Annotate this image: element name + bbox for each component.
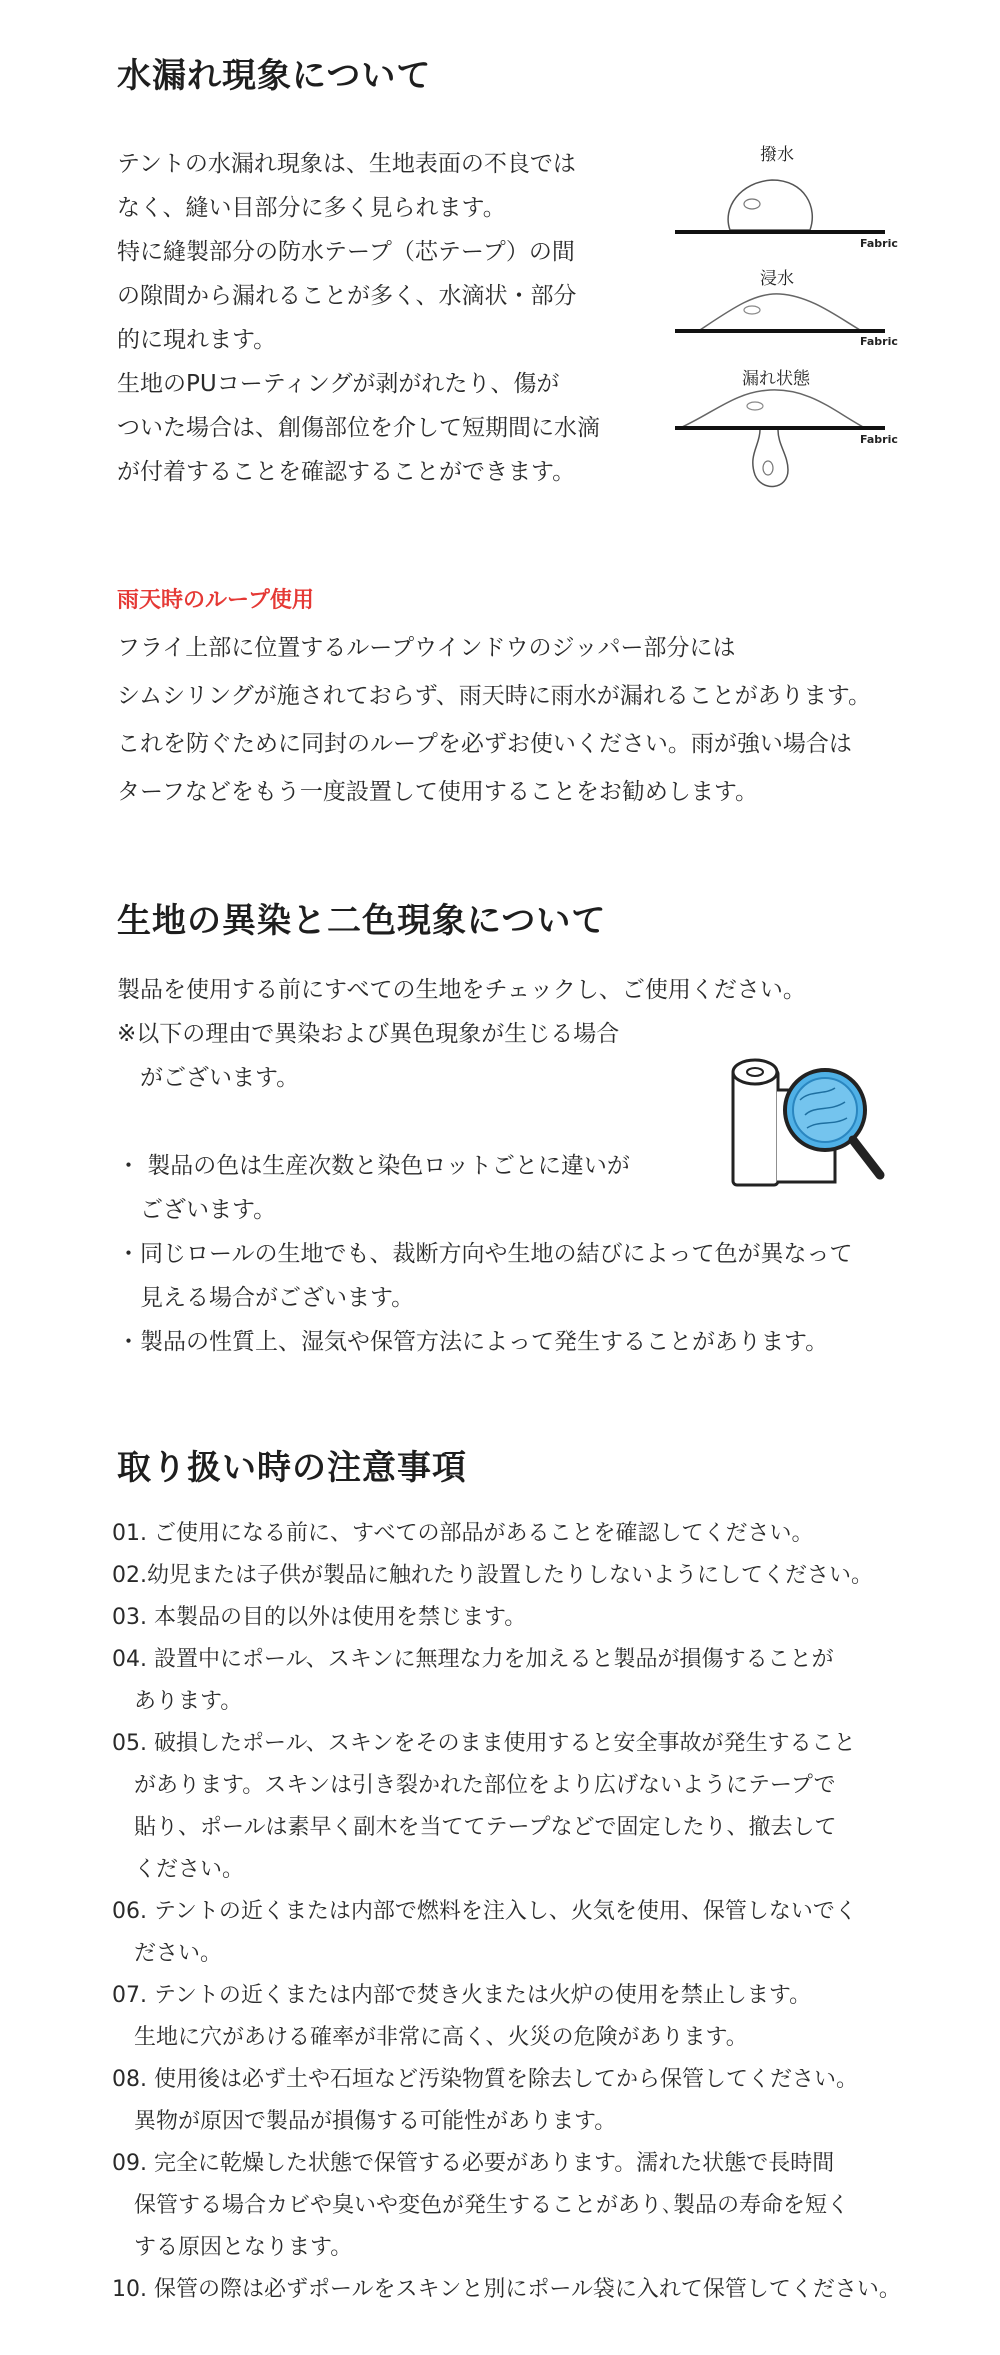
water-drop-diagram xyxy=(660,160,890,500)
text-line: ・製品の性質上、湿気や保管方法によって発生することがあります。 xyxy=(117,1329,829,1355)
list-item: 03. 本製品の目的以外は使用を禁じます。 xyxy=(112,1605,527,1630)
fabric-label: Fabric xyxy=(860,237,898,250)
text-line: ※以下の理由で異染および異色現象が生じる場合 xyxy=(117,1021,620,1047)
label-leak-state: 漏れ状態 xyxy=(742,369,810,389)
label-water-repellent: 撥水 xyxy=(760,145,794,165)
text-line: 的に現れます。 xyxy=(117,327,277,353)
text-line: 生地のPUコーティングが剥がれたり、傷が xyxy=(117,371,560,397)
drip-icon xyxy=(753,430,788,486)
water-bead-icon xyxy=(728,180,812,230)
highlight-icon xyxy=(744,199,760,209)
list-item: 保管する場合カビや臭いや変色が発生することがあり､製品の寿命を短く xyxy=(112,2193,850,2218)
highlight-icon xyxy=(744,306,760,314)
fabric-label: Fabric xyxy=(860,335,898,348)
water-leak-text xyxy=(117,142,600,494)
list-item: 10. 保管の際は必ずポールをスキンと別にポール袋に入れて保管してください。 xyxy=(112,2277,901,2302)
list-item: 05. 破損したポール、スキンをそのまま使用すると安全事故が発生すること xyxy=(112,1731,856,1756)
text-line: なく、縫い目部分に多く見られます。 xyxy=(117,195,506,221)
list-item: 01. ご使用になる前に、すべての部品があることを確認してください。 xyxy=(112,1521,814,1546)
list-item: 06. テントの近くまたは内部で燃料を注入し、火気を使用、保管しないでく xyxy=(112,1899,857,1924)
text-line: ございます。 xyxy=(117,1197,277,1223)
text-line: の隙間から漏れることが多く、水滴状・部分 xyxy=(117,283,577,309)
list-item: 08. 使用後は必ず土や石垣など汚染物質を除去してから保管してください。 xyxy=(112,2067,858,2092)
text-line: 特に縫製部分の防水テープ（芯テープ）の間 xyxy=(117,239,575,265)
section-title-dye: 生地の異染と二色現象について xyxy=(117,901,607,941)
text-line: 見える場合がございます。 xyxy=(117,1285,415,1311)
fabric-roll-magnifier-icon xyxy=(715,1050,895,1200)
text-line: フライ上部に位置するループウインドウのジッパー部分には xyxy=(117,635,736,661)
rain-loop-text xyxy=(117,624,871,816)
text-line: が付着することを確認することができます。 xyxy=(117,459,576,485)
section-title-handling: 取り扱い時の注意事項 xyxy=(117,1448,467,1488)
list-item: ださい。 xyxy=(112,1941,223,1966)
list-item: 異物が原因で製品が損傷する可能性があります。 xyxy=(112,2109,617,2134)
list-item: ください。 xyxy=(112,1857,245,1882)
text-line: ターフなどをもう一度設置して使用することをお勧めします。 xyxy=(117,779,759,805)
highlight-icon xyxy=(763,461,773,475)
list-item: 貼り、ポールは素早く副木を当ててテープなどで固定したり、撤去して xyxy=(112,1815,837,1840)
fabric-label: Fabric xyxy=(860,433,898,446)
list-item: する原因となります。 xyxy=(112,2235,353,2260)
text-line: ・同じロールの生地でも、裁断方向や生地の結びによって色が異なって xyxy=(117,1241,853,1267)
subtitle-rain-loop: 雨天時のループ使用 xyxy=(117,588,314,613)
text-line: ・ 製品の色は生産次数と染色ロットごとに違いが xyxy=(117,1153,630,1179)
handling-list xyxy=(112,1513,901,2311)
list-item: 07. テントの近くまたは内部で焚き火または火炉の使用を禁止します。 xyxy=(112,1983,812,2008)
text-line: 製品を使用する前にすべての生地をチェックし、ご使用ください。 xyxy=(117,977,806,1003)
label-water-soak: 浸水 xyxy=(760,269,794,289)
text-line: これを防ぐために同封のループを必ずお使いください。雨が強い場合は xyxy=(117,731,852,757)
list-item: があります。スキンは引き裂かれた部位をより広げないようにテープで xyxy=(112,1773,836,1798)
section-title-water-leak: 水漏れ現象について xyxy=(117,56,432,96)
list-item: あります。 xyxy=(112,1689,243,1714)
text-line: ついた場合は、創傷部位を介して短期間に水滴 xyxy=(117,415,600,441)
text-line: がございます。 xyxy=(117,1065,300,1091)
list-item: 04. 設置中にポール、スキンに無理な力を加えると製品が損傷することが xyxy=(112,1647,834,1672)
list-item: 02.幼児または子供が製品に触れたり設置したりしないようにしてください。 xyxy=(112,1563,873,1588)
soak-water-icon xyxy=(700,294,860,330)
text-line: テントの水漏れ現象は、生地表面の不良では xyxy=(117,151,576,177)
highlight-icon xyxy=(747,402,763,410)
list-item: 生地に穴があける確率が非常に高く、火災の危険があります。 xyxy=(112,2025,748,2050)
text-line: シムシリングが施されておらず、雨天時に雨水が漏れることがあります。 xyxy=(117,683,871,709)
leak-water-icon xyxy=(680,390,865,428)
list-item: 09. 完全に乾燥した状態で保管する必要があります。濡れた状態で長時間 xyxy=(112,2151,835,2176)
